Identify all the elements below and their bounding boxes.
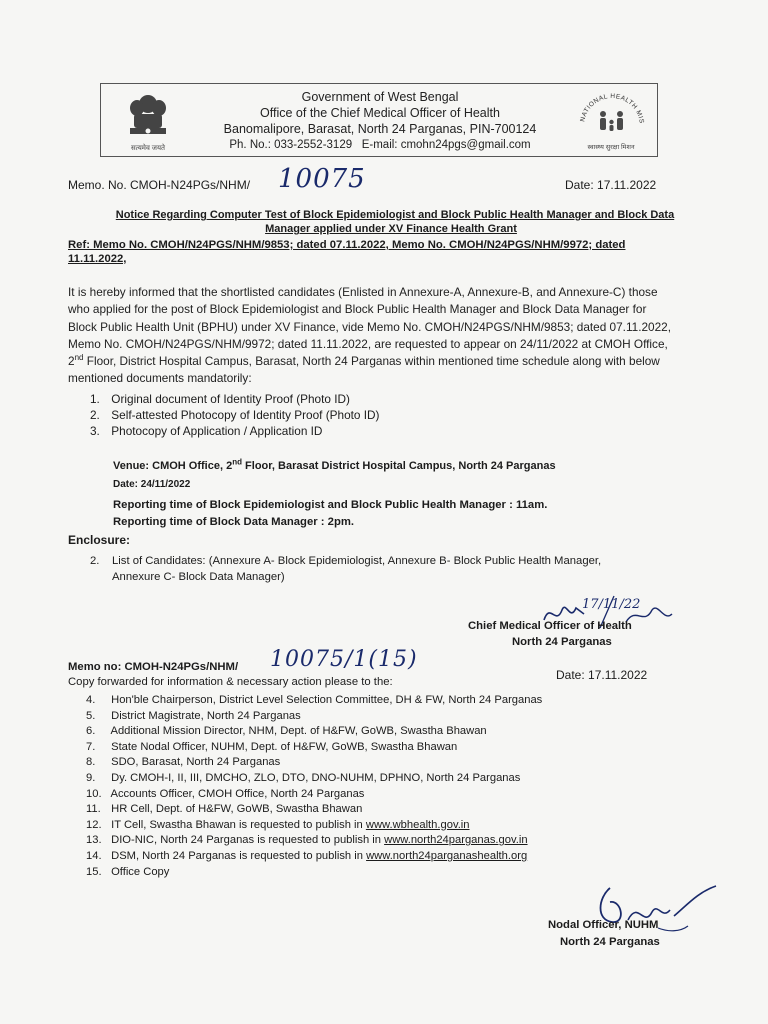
cmoh-place: North 24 Parganas	[512, 636, 612, 648]
body-superscript: nd	[74, 353, 84, 363]
notice-body	[68, 284, 728, 388]
documents-list	[90, 391, 379, 439]
wbhealth-link[interactable]: www.wbhealth.gov.in	[365, 818, 470, 831]
list-item: 4. Hon'ble Chairperson, District Level Selection Committee, DH & FW, North 24 Parganas	[86, 694, 543, 706]
enclosure-label: Enclosure:	[68, 533, 131, 547]
list-item: 6. Additional Mission Director, NHM, Dept. of H&FW, GoWB, Swastha Bhawan	[86, 725, 487, 738]
reporting-time-1: Reporting time of Block Epidemiologist and Block Public Health Manager : 11am.	[113, 499, 548, 511]
north24parganashealth-link[interactable]: www.north24parganashealth.org	[366, 849, 528, 862]
memo2-number-handwritten: 10075/1(15)	[270, 647, 418, 672]
svg-text:NATIONAL HEALTH MISSION	[572, 86, 645, 124]
header-line-2: Office of the Chief Medical Officer of Health	[260, 106, 500, 120]
list-item: 15. Office Copy	[86, 865, 170, 878]
list-item: 10. Accounts Officer, CMOH Office, North 24 Parganas	[86, 787, 365, 800]
body-line	[68, 353, 728, 370]
copy-forwarded-line: Copy forwarded for information & necessary action please to the:	[68, 676, 393, 688]
list-item: 3. Photocopy of Application / Application ID	[90, 424, 323, 438]
body-line: Block Public Health Unit (BPHU) under XV Finance, vide Memo No. CMOH/N24PGS/NHM/9853; dated 07.11.2022,	[68, 319, 672, 334]
memo-number-label: Memo. No. CMOH-N24PGs/NHM/	[68, 178, 251, 192]
body-line: mentioned documents mandatorily:	[68, 371, 252, 386]
list-item: 5. District Magistrate, North 24 Parganas	[86, 709, 301, 722]
header-email: E-mail: cmohn24pgs@gmail.com	[361, 139, 531, 151]
signature-date-handwritten: 17/11/22	[582, 597, 641, 612]
enclosure-line-2: Annexure C- Block Data Manager)	[112, 571, 285, 583]
nhm-caption: स्वास्थ्य सुरक्षा मिशन	[587, 144, 635, 151]
list-item: 2. Self-attested Photocopy of Identity Proof (Photo ID)	[90, 408, 380, 422]
family-icon	[600, 111, 623, 131]
list-item: 13. DIO-NIC, North 24 Parganas is requested to publish in www.north24parganas.gov.in	[86, 834, 528, 847]
body-line: Memo No. CMOH/N24PGS/NHM/9972; dated 11.11.2022, are requested to appear on 24/11/2022 at CMOH Office,	[68, 336, 668, 351]
header-line-3: Banomalipore, Barasat, North 24 Parganas, PIN-700124	[223, 122, 537, 136]
emblem-caption: सत्यमेव जयते	[130, 145, 166, 152]
enclosure-line-1: List of Candidates: (Annexure A- Block Epidemiologist, Annexure B- Block Public Health Manager,	[112, 555, 602, 567]
cmoh-title: Chief Medical Officer of Health	[468, 620, 632, 632]
memo-number-handwritten: 10075	[278, 164, 366, 194]
nhm-arc-text: NATIONAL HEALTH MIS	[579, 92, 645, 125]
reporting-time-2: Reporting time of Block Data Manager : 2pm.	[113, 516, 355, 528]
list-item: 8. SDO, Barasat, North 24 Parganas	[86, 756, 281, 769]
state-emblem-icon	[118, 90, 178, 152]
body-line-5-rest: Floor, District Hospital Campus, Barasat, North 24 Parganas within mentioned time schedule along with below	[83, 354, 660, 369]
memo2-label: Memo no: CMOH-N24PGs/NHM/	[68, 661, 239, 673]
enclosure-number: 2.	[90, 555, 100, 567]
header-contact	[180, 138, 580, 153]
venue-line: Venue: CMOH Office, 2nd Floor, Barasat District Hospital Campus, North 24 Parganas	[113, 457, 556, 472]
notice-title-line-1: Notice Regarding Computer Test of Block Epidemiologist and Block Public Health Manager and Block Data	[115, 209, 675, 221]
list-item: 11. HR Cell, Dept. of H&FW, GoWB, Swastha Bhawan	[86, 803, 363, 816]
list-item: 14. DSM, North 24 Parganas is requested to publish in www.north24parganashealth.org	[86, 849, 528, 862]
north24parganas-link[interactable]: www.north24parganas.gov.in	[384, 834, 528, 847]
reference-line-1: Ref: Memo No. CMOH/N24PGS/NHM/9853; dated 07.11.2022, Memo No. CMOH/N24PGS/NHM/9972; dated	[68, 239, 626, 251]
nodal-officer-title: Nodal Officer, NUHM	[548, 919, 659, 931]
cc-list	[86, 693, 542, 880]
notice-title-line-2: Manager applied under XV Finance Health Grant	[265, 223, 517, 235]
header-line-1: Government of West Bengal	[301, 90, 459, 104]
body-line: who applied for the post of Block Epidemiologist and Block Public Health Manager and Block Data Manager for	[68, 302, 647, 317]
exam-date: Date: 24/11/2022	[113, 479, 191, 490]
memo2-date: Date: 17.11.2022	[556, 668, 648, 682]
nodal-officer-place: North 24 Parganas	[560, 936, 660, 948]
memo-date: Date: 17.11.2022	[565, 178, 657, 192]
list-item: 1. Original document of Identity Proof (Photo ID)	[90, 392, 350, 406]
body-floor-number: 2	[68, 354, 75, 369]
header-phone: Ph. No.: 033-2552-3129	[229, 139, 353, 151]
body-line: It is hereby informed that the shortlisted candidates (Enlisted in Annexure-A, Annexure-B, and Annexure-C) those	[68, 285, 658, 299]
list-item: 12. IT Cell, Swastha Bhawan is requested to publish in www.wbhealth.gov.in	[86, 818, 470, 831]
reference-line-2: 11.11.2022,	[68, 253, 127, 265]
list-item: 9. Dy. CMOH-I, II, III, DMCHO, ZLO, DTO, DNO-NUHM, DPHNO, North 24 Parganas	[86, 771, 521, 784]
list-item: 7. State Nodal Officer, NUHM, Dept. of H&FW, GoWB, Swastha Bhawan	[86, 740, 458, 753]
